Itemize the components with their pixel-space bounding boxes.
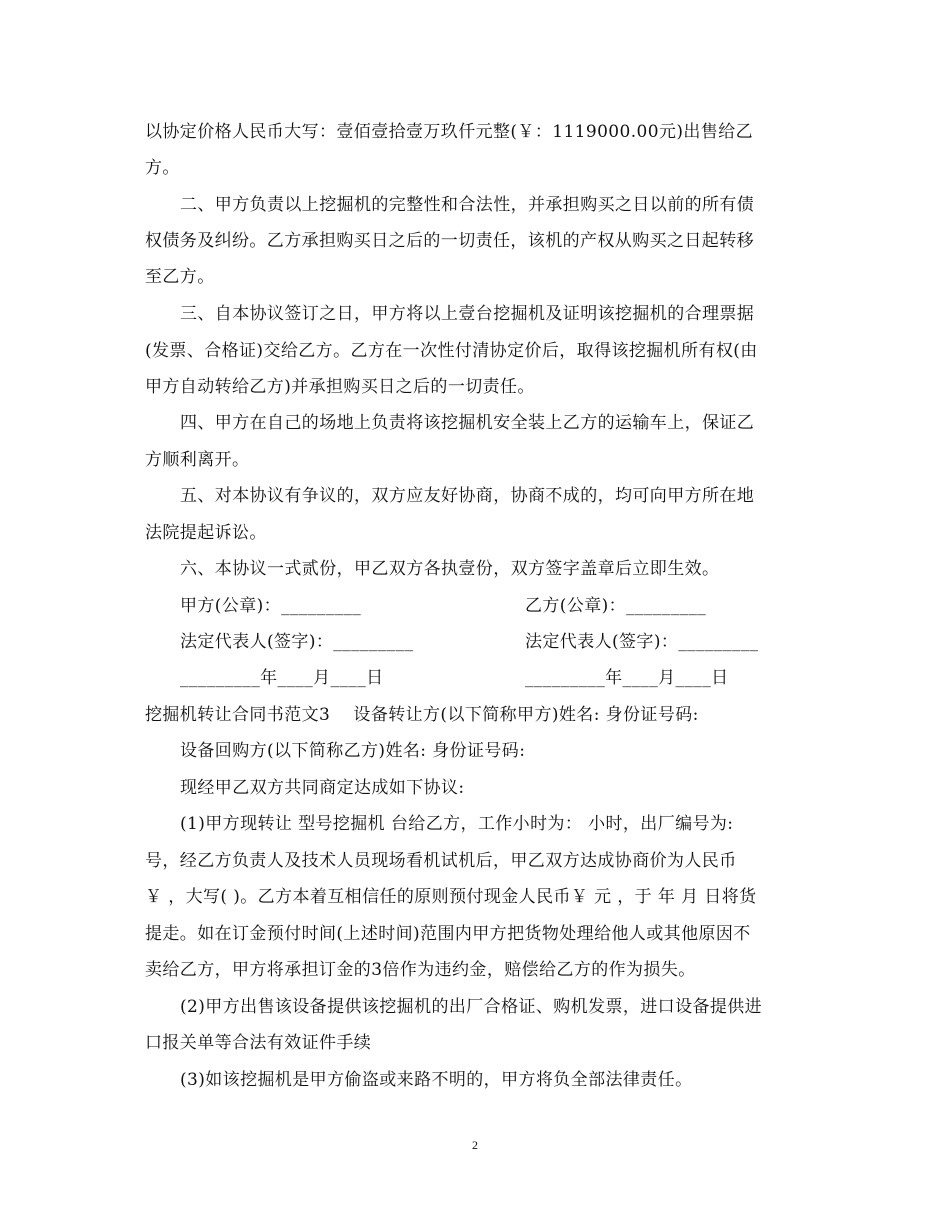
paragraph-line: 方。 bbox=[145, 158, 180, 178]
clause-2-line: 至乙方。 bbox=[145, 267, 215, 287]
item-1-line: 号，经乙方负责人及技术人员现场看机试机后，甲乙双方达成协商价为人民币 bbox=[145, 851, 737, 871]
clause-5-line: 五、对本协议有争议的，双方应友好协商，协商不成的，均可向甲方所在地 bbox=[180, 486, 755, 506]
item-1-line: (1)甲方现转让 型号挖掘机 台给乙方，工作小时为： 小时，出厂编号为: bbox=[180, 814, 734, 834]
party-b-seal: 乙方(公章)：_________ bbox=[525, 596, 707, 616]
clause-4-line: 四、甲方在自己的场地上负责将该挖掘机安全装上乙方的运输车上，保证乙 bbox=[180, 413, 755, 433]
item-2-line: (2)甲方出售该设备提供该挖掘机的出厂合格证、购机发票，进口设备提供进 bbox=[180, 997, 763, 1017]
clause-3-line: (发票、合格证)交给乙方。乙方在一次性付清协定价后，取得该挖掘机所有权(由 bbox=[145, 341, 758, 361]
item-1-line: 提走。如在订金预付时间(上述时间)范围内甲方把货物处理给他人或其他原因不 bbox=[145, 924, 751, 944]
clause-5-line: 法院提起诉讼。 bbox=[145, 523, 267, 543]
clause-4-line: 方顺利离开。 bbox=[145, 450, 250, 470]
clause-3-line: 甲方自动转给乙方)并承担购买日之后的一切责任。 bbox=[145, 377, 535, 397]
paragraph-line: 以协定价格人民币大写：壹佰壹拾壹万玖仟元整(￥：1119000.00元)出售给乙 bbox=[145, 122, 754, 142]
party-a-date: _________年____月____日 bbox=[180, 668, 384, 688]
item-2-line: 口报关单等合法有效证件手续 bbox=[145, 1033, 372, 1053]
clause-3-line: 三、自本协议签订之日，甲方将以上壹台挖掘机及证明该挖掘机的合理票据 bbox=[180, 304, 755, 324]
item-1-line: 卖给乙方，甲方将承担订金的3倍作为违约金，赔偿给乙方的作为损失。 bbox=[145, 960, 696, 980]
paragraph-line: 现经甲乙双方共同商定达成如下协议: bbox=[180, 778, 465, 798]
party-b-representative: 法定代表人(签字)：_________ bbox=[525, 632, 759, 652]
item-1-line: ￥ ，大写( )。乙方本着互相信任的原则预付现金人民币￥ 元 ，于 年 月 日将货 bbox=[145, 887, 757, 907]
clause-6-line: 六、本协议一式贰份，甲乙双方各执壹份，双方签字盖章后立即生效。 bbox=[180, 559, 720, 579]
party-a-seal: 甲方(公章)：_________ bbox=[180, 596, 362, 616]
clause-2-line: 二、甲方负责以上挖掘机的完整性和合法性，并承担购买之日以前的所有债 bbox=[180, 195, 755, 215]
clause-2-line: 权债务及纠纷。乙方承担购买日之后的一切责任，该机的产权从购买之日起转移 bbox=[145, 231, 754, 251]
section-title-line: 挖掘机转让合同书范文3 设备转让方(以下简称甲方)姓名: 身份证号码: bbox=[145, 705, 699, 725]
party-b-date: _________年____月____日 bbox=[525, 668, 729, 688]
item-3-line: (3)如该挖掘机是甲方偷盗或来路不明的，甲方将负全部法律责任。 bbox=[180, 1070, 693, 1090]
paragraph-line: 设备回购方(以下简称乙方)姓名: 身份证号码: bbox=[180, 741, 526, 761]
party-a-representative: 法定代表人(签字)：_________ bbox=[180, 632, 414, 652]
page-number: 2 bbox=[472, 1138, 478, 1152]
